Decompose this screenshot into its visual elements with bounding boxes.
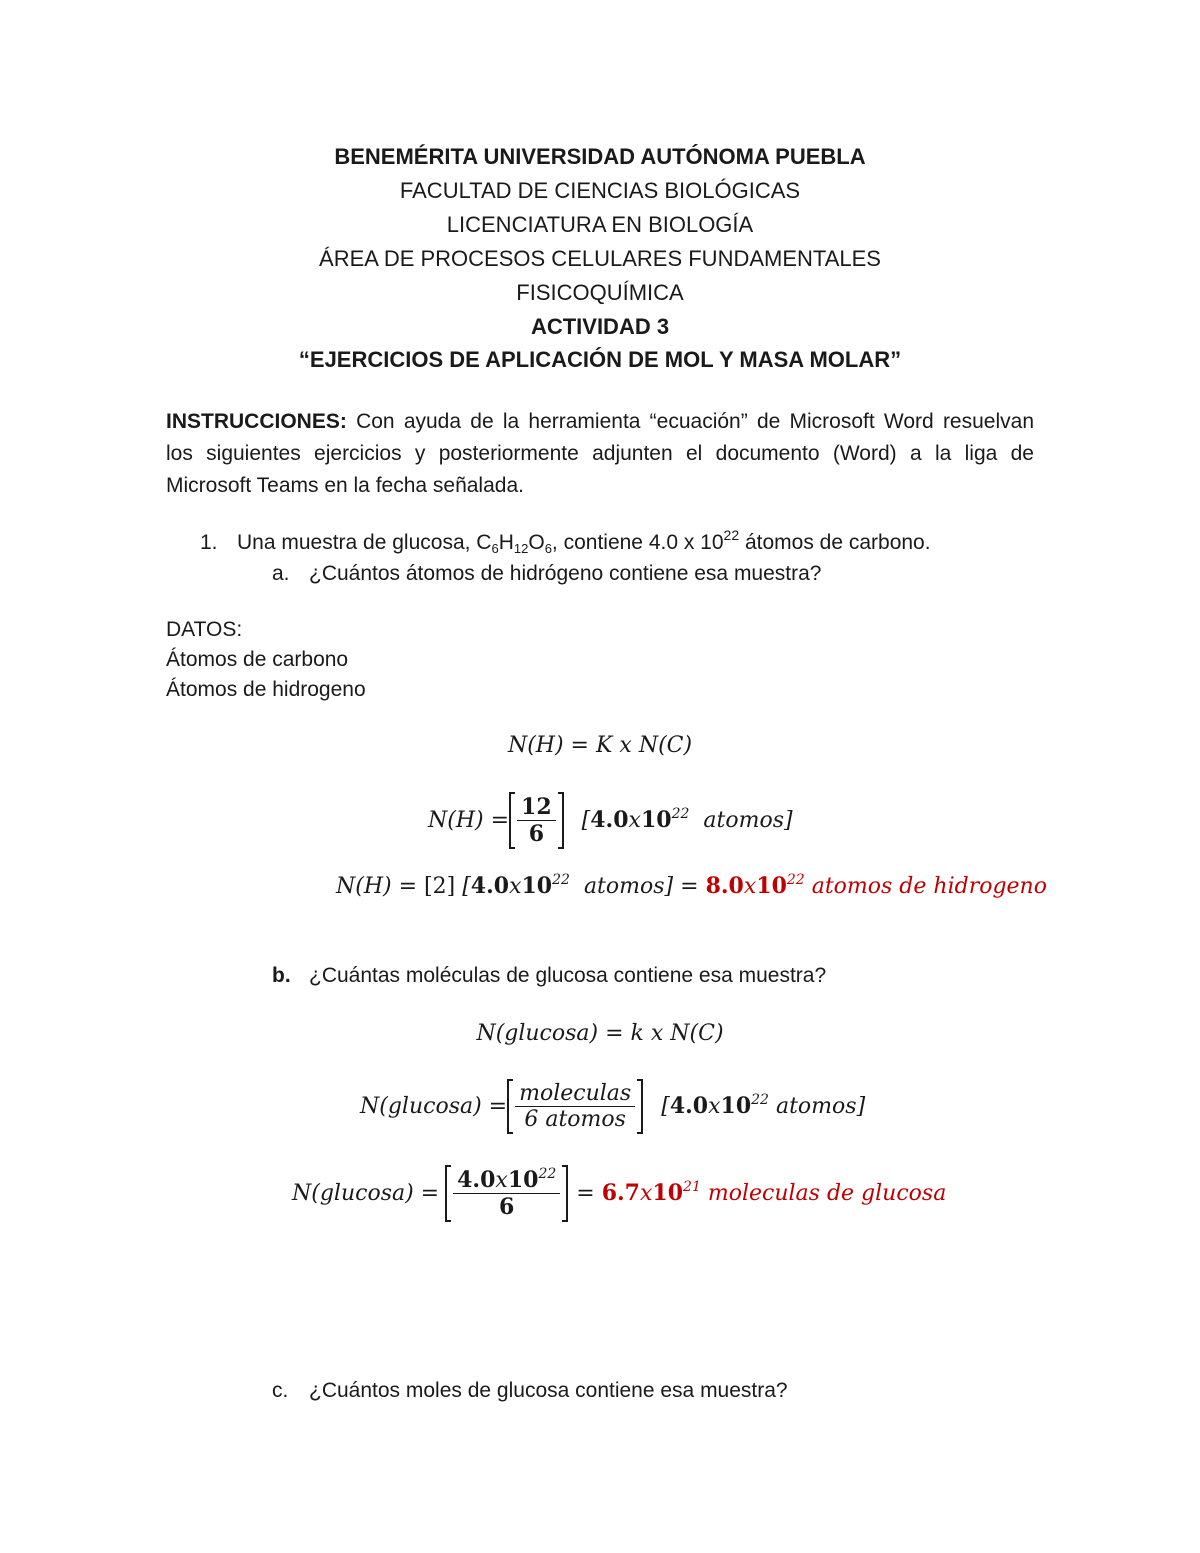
problem-1-statement: Una muestra de glucosa, $C_6H_{12}O_6$, contiene 4.0 x $10^{22}$ átomos de carbono. <box>237 527 931 556</box>
activity-number: ACTIVIDAD 3 <box>530 314 670 339</box>
part-b-equation-2: N(glucosa) = $\frac{\text{moleculas}}{\text{6 atomos}}$ [$4.0x10^{22}$ atomos] <box>360 1080 866 1132</box>
part-b-question: ¿Cuántas moléculas de glucosa contiene esa muestra? <box>309 964 827 987</box>
part-b-equation-3: N(glucosa) = $\frac{4.0x10^{22}}{6}$ = $6.7x10^{21}$ moleculas de glucosa <box>292 1165 947 1220</box>
problem-1-number: 1. <box>200 531 218 554</box>
part-a-equation-1: N(H) = K x N(C) <box>507 733 693 758</box>
part-b-equation-1: N(glucosa) = k x N(C) <box>476 1021 724 1046</box>
instructions-line-2: los siguientes ejercicios y posteriormente adjunten el documento (Word) a la liga de <box>166 442 1034 465</box>
datos-label: DATOS: <box>166 618 243 641</box>
part-c-question: ¿Cuántos moles de glucosa contiene esa muestra? <box>309 1379 788 1402</box>
datos-carbon: Átomos de carbono <box>166 648 349 671</box>
fraction-bracket: $\frac{\text{moleculas}}{\text{6 atomos}}$ <box>507 1079 643 1134</box>
part-a-letter: a. <box>272 562 290 585</box>
degree-name: LICENCIATURA EN BIOLOGÍA <box>446 212 754 237</box>
part-b-letter: b. <box>272 964 291 987</box>
university-name: BENEMÉRITA UNIVERSIDAD AUTÓNOMA PUEBLA <box>334 144 866 169</box>
document-title: “EJERCICIOS DE APLICACIÓN DE MOL Y MASA MOLAR” <box>298 347 902 372</box>
part-a-equation-3: N(H) = [2] [$4.0x10^{22}$ atomos] = $8.0x10^{22}$ atomos de hidrogeno <box>336 872 1047 899</box>
part-a-question: ¿Cuántos átomos de hidrógeno contiene esa muestra? <box>309 562 822 585</box>
faculty-name: FACULTAD DE CIENCIAS BIOLÓGICAS <box>399 178 801 203</box>
instructions-text-1: Con ayuda de la herramienta “ecuación” de Microsoft Word resuelvan <box>356 410 1034 433</box>
part-b-result-text: moleculas de glucosa <box>707 1181 947 1206</box>
instructions-label: INSTRUCCIONES: <box>166 410 347 433</box>
part-c-letter: c. <box>272 1379 289 1402</box>
fraction-bracket: $\frac{12}{6}$ <box>509 792 564 849</box>
instructions-line-1 <box>166 406 1034 438</box>
fraction-bracket: $\frac{4.0x10^{22}}{6}$ <box>445 1165 568 1222</box>
subject-name: FISICOQUÍMICA <box>516 280 684 305</box>
part-a-equation-2: N(H) = $\frac{12}{6}$ [$4.0x10^{22}$ atomos] <box>428 793 793 847</box>
instructions-line-3: Microsoft Teams en la fecha señalada. <box>166 474 524 497</box>
area-name: ÁREA DE PROCESOS CELULARES FUNDAMENTALES <box>319 246 881 271</box>
part-a-result-text: atomos de hidrogeno <box>811 874 1047 899</box>
datos-hydrogen: Átomos de hidrogeno <box>166 678 366 701</box>
